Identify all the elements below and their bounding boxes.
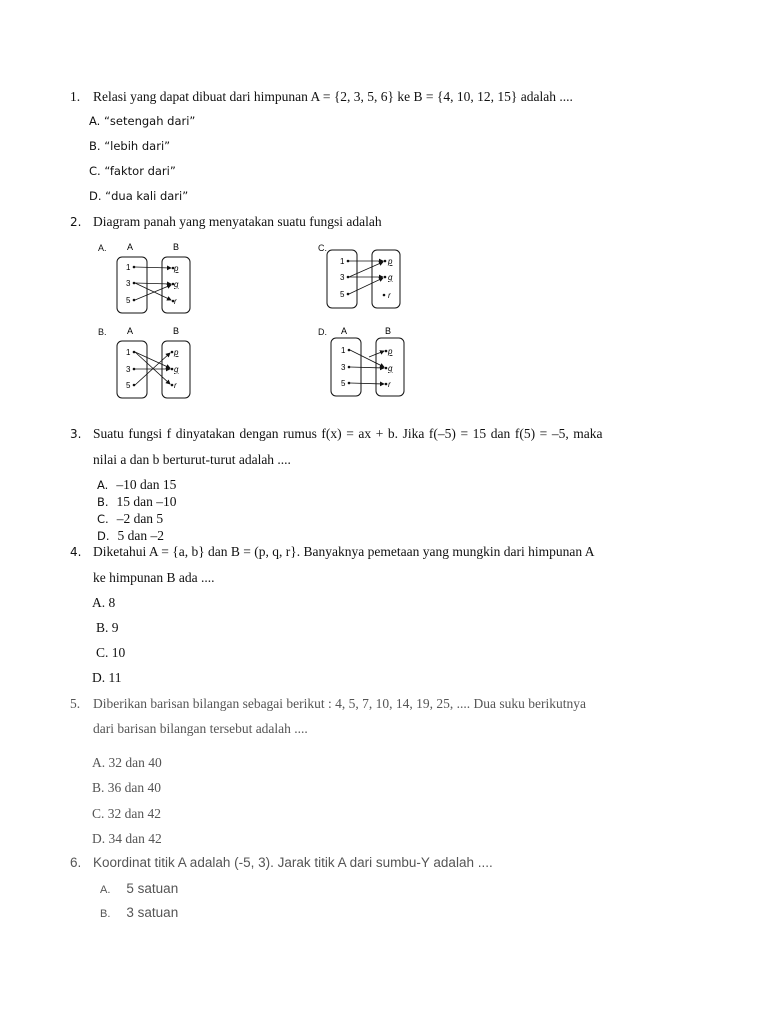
q2-number: 2. [70, 215, 82, 229]
q6-option-b-letter: B. [100, 908, 111, 920]
q6-question-text: Koordinat titik A adalah (-5, 3). Jarak titik A dari sumbu-Y adalah .... [93, 855, 493, 870]
diagram-c-option-label: C. [318, 243, 327, 253]
diagram-d-codomain-r: r [388, 380, 391, 389]
diagram-d-domain-5: 5 [341, 379, 346, 388]
diagram-b-domain-5: 5 [126, 381, 131, 390]
diagram-d-codomain-p: p [388, 347, 393, 356]
q3-number: 3. [70, 427, 82, 441]
diagram-b-arrow-1-q [135, 352, 170, 368]
diagram-c-domain-1: 1 [340, 257, 345, 266]
q3-option-b-text: 15 dan –10 [116, 494, 177, 509]
diagram-d-arrow-3-q [350, 367, 384, 368]
diagram-a-codomain-r: r [174, 297, 177, 306]
diagram-b-set-a-label: A [127, 326, 134, 336]
q1-option-c: C. “faktor dari” [89, 164, 176, 178]
diagram-b-arrow-diagram [112, 324, 197, 402]
diagram-a-domain-5: 5 [126, 296, 131, 305]
q3-option-c [97, 510, 163, 528]
q3-question-line-2: nilai a dan b berturut-turut adalah .... [93, 452, 291, 467]
q3-option-c-text: –2 dan 5 [116, 511, 164, 526]
q6-option-a-letter: A. [100, 884, 111, 896]
q3-option-c-letter: C. [97, 512, 109, 526]
q1-option-a: A. “setengah dari” [89, 114, 196, 128]
q6-option-b-text: 3 satuan [126, 905, 179, 920]
q5-option-d: D. 34 dan 42 [92, 831, 162, 846]
diagram-d-domain-3: 3 [341, 363, 346, 372]
diagram-a-domain-3: 3 [126, 279, 131, 288]
diagram-b-arrow-1-r [135, 352, 170, 384]
diagram-c-codomain-q: q [388, 273, 393, 282]
diagram-c-domain-5: 5 [340, 290, 345, 299]
q3-option-b [97, 493, 177, 511]
diagram-d-arrow-5-r [350, 383, 384, 384]
q5-question-line-1: Diberikan barisan bilangan sebagai berikut : 4, 5, 7, 10, 14, 19, 25, .... Dua suku berikutnya [93, 696, 587, 711]
q6-number: 6. [70, 855, 82, 870]
q3-option-d-text: 5 dan –2 [117, 528, 165, 543]
q3-option-b-letter: B. [97, 495, 109, 509]
q1-question-text: Relasi yang dapat dibuat dari himpunan A = {2, 3, 5, 6} ke B = {4, 10, 12, 15} adalah .... [93, 89, 573, 104]
diagram-b-codomain-q: q [174, 365, 179, 374]
diagram-b-set-a-box [117, 341, 147, 398]
q6-option-a-text: 5 satuan [126, 881, 179, 896]
q4-option-b: B. 9 [96, 620, 119, 635]
diagram-b-domain-3: 3 [126, 365, 131, 374]
diagram-d-arrow-diagram [329, 324, 414, 402]
diagram-d-arrow-1-q [350, 350, 384, 367]
diagram-a-arrow-3-q [135, 283, 171, 284]
diagram-d-set-a-label: A [341, 326, 348, 336]
q4-option-a: A. 8 [92, 595, 116, 610]
q3-question-line-1: Suatu fungsi f dinyatakan dengan rumus f(x) = ax + b. Jika f(–5) = 15 dan f(5) = –5, maka [93, 426, 603, 441]
q5-option-b: B. 36 dan 40 [92, 780, 161, 795]
diagram-b-codomain-r: r [174, 381, 177, 390]
diagram-a-arrow-1-p [135, 267, 171, 268]
q4-option-c: C. 10 [96, 645, 126, 660]
q6-option-a [100, 880, 178, 898]
q3-option-a-letter: A. [97, 478, 109, 492]
diagram-a-arrow-diagram [112, 240, 197, 315]
q1-option-d: D. “dua kali dari” [89, 189, 189, 203]
diagram-c-arrow-5-q [349, 278, 383, 294]
q5-option-a: A. 32 dan 40 [92, 755, 162, 770]
q6-option-b [100, 904, 178, 922]
q4-question-line-2: ke himpunan B ada .... [93, 570, 215, 585]
diagram-c-domain-3: 3 [340, 273, 345, 282]
diagram-b-option-label: B. [98, 327, 107, 337]
diagram-a-set-b-label: B [173, 242, 180, 252]
diagram-d-set-b-label: B [385, 326, 392, 336]
q5-number: 5. [70, 696, 81, 711]
diagram-d-option-label: D. [318, 327, 327, 337]
q2-question-text: Diagram panah yang menyatakan suatu fungsi adalah [93, 214, 382, 229]
diagram-c-set-b-box [372, 250, 400, 308]
q3-option-d [97, 527, 164, 545]
q1-number: 1. [70, 89, 81, 104]
q3-option-a [97, 476, 176, 494]
diagram-b-codomain-p: p [174, 348, 179, 357]
diagram-a-codomain-q: q [174, 280, 179, 289]
q3-option-a-text: –10 dan 15 [116, 477, 177, 492]
q1-option-b: B. “lebih dari” [89, 139, 171, 153]
diagram-b-set-b-label: B [173, 326, 180, 336]
diagram-d-codomain-q: q [388, 364, 393, 373]
q5-question-line-2: dari barisan bilangan tersebut adalah .... [93, 721, 308, 736]
diagram-c-codomain-r: r [388, 291, 391, 300]
diagram-a-set-a-box [117, 257, 147, 313]
diagram-d-domain-1: 1 [341, 346, 346, 355]
diagram-c-arrow-diagram [322, 240, 407, 315]
q4-option-d: D. 11 [92, 670, 122, 685]
q3-option-d-letter: D. [97, 529, 110, 543]
diagram-b-domain-1: 1 [126, 348, 131, 357]
q4-number: 4. [70, 545, 82, 559]
diagram-a-codomain-p: p [174, 264, 179, 273]
diagram-a-option-label: A. [98, 243, 107, 253]
q5-option-c: C. 32 dan 42 [92, 806, 161, 821]
diagram-a-set-a-label: A [127, 242, 134, 252]
diagram-a-domain-1: 1 [126, 263, 131, 272]
diagram-c-codomain-p: p [388, 257, 393, 266]
q4-question-line-1: Diketahui A = {a, b} dan B = (p, q, r}. Banyaknya pemetaan yang mungkin dari himpunan A [93, 544, 595, 559]
diagram-c-arrow-3-p [349, 262, 383, 277]
